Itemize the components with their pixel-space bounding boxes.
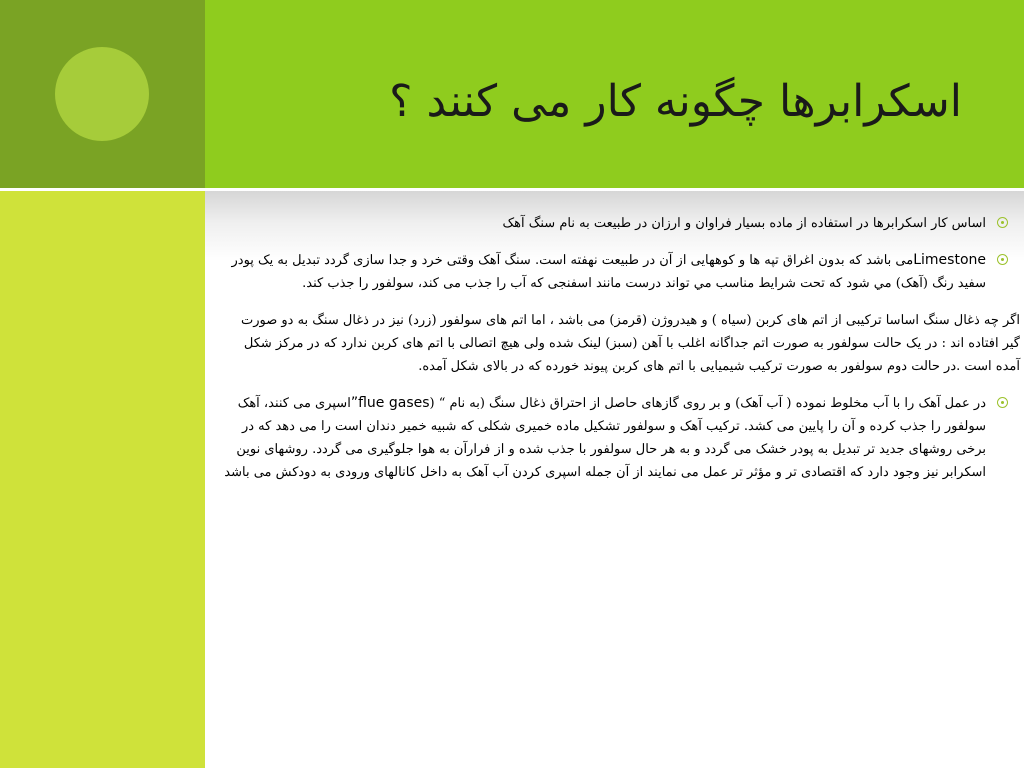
paragraph-4-text-before: در عمل آهک را با آب مخلوط نموده ( آب آهک) و بر روی گازهای حاصل از احتراق ذغال سنگ (به نام “ ( (429, 396, 986, 411)
slide-body (222, 212, 1020, 498)
slide-title: اسکرابرها چگونه کار می کنند ؟ (389, 76, 962, 127)
limestone-term: Limestone (913, 252, 986, 268)
paragraph-4 (222, 392, 1012, 484)
paragraph-4-text-after: اسپری می کنند، آهک سولفور را جذب کرده و آن را پایین می کشد. ترکیب آهک و سولفور تشکیل ماده خمیری شکلی که شبیه خمیر دندان است را می دهد که در برخی روشهای جدید تر تبدیل به پودر خشک می گردد و به هر حال سولفور با جذب شده و از فرارآن به هوا جلوگیری می گردد. روشهای نوین اسکرابر نیز وجود دارد که اقتصادی تر و مؤثر تر عمل می نمایند از آن جمله اسپری کردن آب آهک به داخل کانالهای ورودی به دودکش می باشد (224, 396, 986, 480)
paragraph-1-text: اساس کار اسکرابرها در استفاده از ماده بسیار فراوان و ارزان در طبیعت به نام سنگ آهک (502, 216, 986, 231)
bullet-icon (997, 217, 1008, 228)
paragraph-2 (222, 249, 1012, 295)
bullet-icon (997, 254, 1008, 265)
left-light-panel (0, 191, 205, 768)
paragraph-3-text: اگر چه ذغال سنگ اساسا ترکیبی از اتم های کربن (سیاه ) و هیدروژن (قرمز) می باشد ، اما اتم های سولفور (زرد) نیز در ذغال سنگ به دو صورت گیر افتاده اند : در یک حالت سولفور به صورت اتم جداگانه اغلب با آهن (سبز) لینک شده ولی هیچ اتصالی با اتم های کربن ندارد که در مرکز شکل آمده است .در حالت دوم سولفور به صورت ترکیب شیمیایی با اتم های کربن پیوند خورده که در بالای شکل آمده. (240, 313, 1020, 374)
paragraph-3 (222, 309, 1020, 378)
bullet-icon (997, 397, 1008, 408)
decorative-circle (55, 47, 149, 141)
flue-gases-term: flue gases” (350, 395, 430, 411)
paragraph-2-text: می باشد که بدون اغراق تپه ها و کوههایی از آن در طبیعت نهفته است. سنگ آهک وقتی خرد و جدا سازی گردد تبدیل به یک پودر سفید رنگ (آهک) مي شود که تحت شرايط مناسب مي تواند درست مانند اسفنجی که آب را جذب می کند، سولفور را جذب کند. (231, 253, 986, 291)
paragraph-1 (222, 212, 1012, 235)
